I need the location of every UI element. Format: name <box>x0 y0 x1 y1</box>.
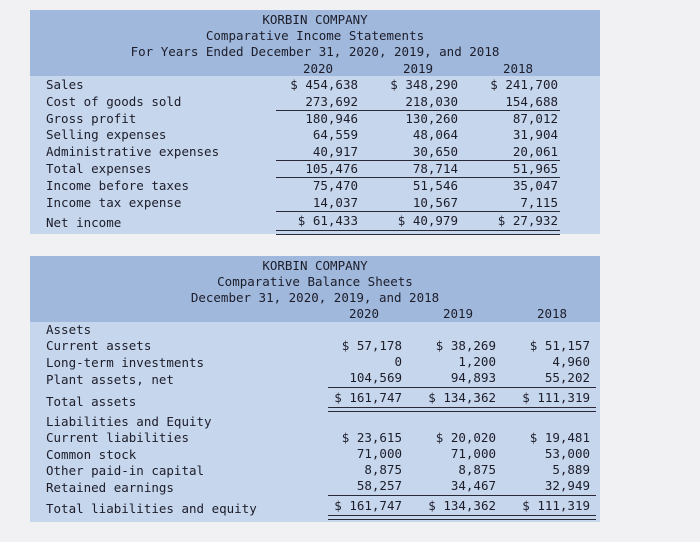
income-value-2020: $ 454,638 <box>290 77 358 92</box>
income-value-2018: 87,012 <box>512 111 558 126</box>
balance-value-2020: 104,569 <box>349 370 402 385</box>
balance-company-name: KORBIN COMPANY <box>262 258 368 273</box>
income-value-2020: 273,692 <box>305 94 358 109</box>
balance-row-label: Total liabilities and equity <box>46 501 257 516</box>
balance-value-2019: 1,200 <box>458 354 496 369</box>
balance-value-2020: $ 57,178 <box>341 338 402 353</box>
income-title: Comparative Income Statements <box>205 28 425 43</box>
income-value-2020: 180,946 <box>305 111 358 126</box>
balance-rule-assets <box>328 387 596 388</box>
liabilities-heading: Liabilities and Equity <box>46 414 212 429</box>
income-year-2018: 2018 <box>502 61 534 76</box>
balance-value-2019: 94,893 <box>450 370 496 385</box>
balance-value-2019: 71,000 <box>450 446 496 461</box>
income-value-2020: $ 61,433 <box>297 213 358 228</box>
income-row-label: Total expenses <box>46 161 152 176</box>
income-value-2020: 40,917 <box>312 144 358 159</box>
balance-year-2018: 2018 <box>536 306 568 321</box>
income-value-2019: 51,546 <box>412 178 458 193</box>
balance-row-label: Plant assets, net <box>46 372 174 387</box>
balance-period: December 31, 2020, 2019, and 2018 <box>190 290 440 305</box>
balance-row-label: Other paid-in capital <box>46 463 205 478</box>
balance-value-2020: 0 <box>394 354 402 369</box>
income-value-2018: $ 241,700 <box>490 77 558 92</box>
balance-value-2019: 8,875 <box>458 462 496 477</box>
income-row-label: Income before taxes <box>46 178 189 193</box>
balance-value-2020: $ 161,747 <box>334 390 402 405</box>
income-value-2018: 31,904 <box>512 127 558 142</box>
income-value-2018: 20,061 <box>512 144 558 159</box>
balance-value-2020: $ 23,615 <box>341 430 402 445</box>
income-row-label: Administrative expenses <box>46 144 220 159</box>
balance-row-label: Common stock <box>46 447 137 462</box>
balance-rule-total-liabilities <box>328 515 596 520</box>
balance-value-2018: $ 19,481 <box>529 430 590 445</box>
income-value-2018: 51,965 <box>512 161 558 176</box>
income-value-2020: 75,470 <box>312 178 358 193</box>
balance-row-label: Current assets <box>46 338 152 353</box>
income-row-label: Sales <box>46 77 84 92</box>
balance-row-label: Retained earnings <box>46 480 174 495</box>
balance-value-2018: 5,889 <box>552 462 590 477</box>
balance-value-2020: 8,875 <box>364 462 402 477</box>
income-row-label: Cost of goods sold <box>46 94 182 109</box>
income-row-label: Income tax expense <box>46 195 182 210</box>
income-value-2018: 7,115 <box>520 195 558 210</box>
balance-value-2020: 58,257 <box>356 478 402 493</box>
balance-row-label: Long-term investments <box>46 355 205 370</box>
balance-title: Comparative Balance Sheets <box>217 274 413 289</box>
income-value-2018: 35,047 <box>512 178 558 193</box>
balance-value-2018: 32,949 <box>544 478 590 493</box>
income-row-label: Net income <box>46 215 122 230</box>
balance-value-2018: 4,960 <box>552 354 590 369</box>
balance-value-2019: $ 134,362 <box>428 390 496 405</box>
income-value-2020: 64,559 <box>312 127 358 142</box>
balance-value-2019: 34,467 <box>450 478 496 493</box>
income-rule-net-income <box>276 230 560 235</box>
income-value-2020: 14,037 <box>312 195 358 210</box>
income-value-2020: 105,476 <box>305 161 358 176</box>
income-value-2019: 78,714 <box>412 161 458 176</box>
balance-value-2018: $ 51,157 <box>529 338 590 353</box>
balance-value-2019: $ 134,362 <box>428 498 496 513</box>
balance-row-label: Total assets <box>46 394 137 409</box>
income-year-2019: 2019 <box>402 61 434 76</box>
balance-rule-liabilities <box>328 495 596 496</box>
balance-value-2020: $ 161,747 <box>334 498 402 513</box>
balance-rule-total-assets <box>328 407 596 412</box>
balance-row-label: Current liabilities <box>46 430 189 445</box>
income-row-label: Selling expenses <box>46 127 167 142</box>
income-value-2018: 154,688 <box>505 94 558 109</box>
income-value-2019: 130,260 <box>405 111 458 126</box>
balance-value-2019: $ 20,020 <box>435 430 496 445</box>
balance-value-2018: 55,202 <box>544 370 590 385</box>
balance-year-2020: 2020 <box>348 306 380 321</box>
income-value-2019: 218,030 <box>405 94 458 109</box>
balance-value-2018: $ 111,319 <box>522 498 590 513</box>
balance-value-2020: 71,000 <box>356 446 402 461</box>
income-value-2019: 48,064 <box>412 127 458 142</box>
income-value-2019: $ 348,290 <box>390 77 458 92</box>
income-value-2018: $ 27,932 <box>497 213 558 228</box>
income-value-2019: 30,650 <box>412 144 458 159</box>
assets-heading: Assets <box>46 322 92 337</box>
income-row-label: Gross profit <box>46 111 137 126</box>
income-value-2019: 10,567 <box>412 195 458 210</box>
income-year-2020: 2020 <box>302 61 334 76</box>
balance-year-2019: 2019 <box>442 306 474 321</box>
income-rule-tax <box>276 211 560 212</box>
balance-value-2018: 53,000 <box>544 446 590 461</box>
income-period: For Years Ended December 31, 2020, 2019, and 2018 <box>130 44 500 59</box>
balance-value-2019: $ 38,269 <box>435 338 496 353</box>
income-company-name: KORBIN COMPANY <box>262 12 368 27</box>
balance-value-2018: $ 111,319 <box>522 390 590 405</box>
income-value-2019: $ 40,979 <box>397 213 458 228</box>
